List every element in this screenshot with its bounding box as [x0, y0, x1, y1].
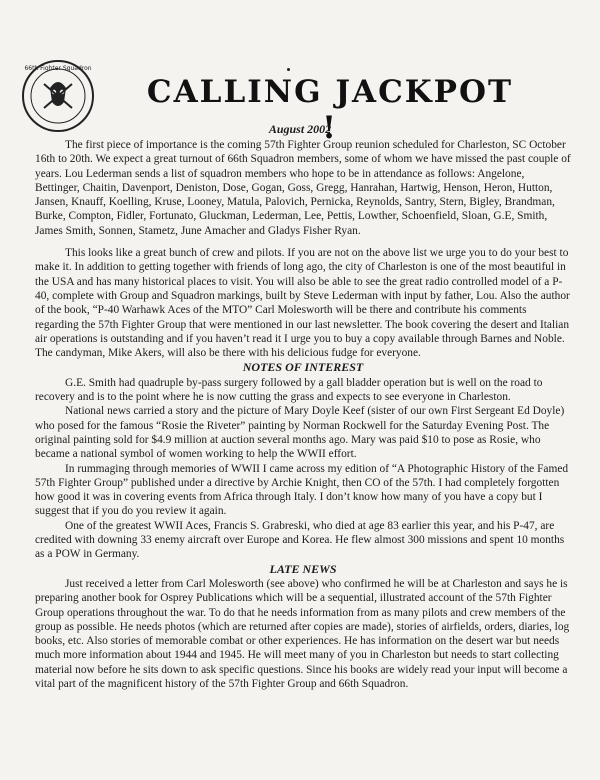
- notes-paragraph-3: In rummaging through memories of WWII I came across my edition of “A Photographic History of the Famed 57th Fighter Group” published under a directive by Archie Knight, then CO of the 57th. I had completely forgotten how good it was in covering events from Africa through Italy. I don’t know how many of you have a copy but I suggest that if you do you review it again.: [35, 462, 569, 518]
- late-news-paragraph-1: Just received a letter from Carl Molesworth (see above) who confirmed he will be at Charleston and says he is preparing another book for Osprey Publications which will be a sequential, illustrated account of the 57th Fighter Group operations throughout the war. To do that he needs information from as many pilots and crew members of the group as possible. He needs photos (which are returned after copies are made), stories of airfields, orders, diaries, log books, etc. Also stories of memorable combat or other experiences. He has information on the desert war but needs much more information about 1944 and 1945. He will meet many of you in Charleston but needs to start collecting material now before he sits down to ask specific questions. Since his books are widely read your input will become a vital part of the magnificent history of the 57th Fighter Group and 66th Squadron.: [35, 577, 570, 690]
- page-title: CALLING JACKPOT !: [146, 74, 514, 146]
- print-speck: [287, 68, 290, 71]
- notes-heading: NOTES OF INTEREST: [242, 360, 364, 375]
- notes-paragraph-2: National news carried a story and the picture of Mary Doyle Keef (sister of our own First Sergeant Ed Doyle) who posed for the famous “Rosie the Riveter” painting by Norman Rockwell for the Saturday Evening Post. The original painting sold for $4.9 million at auction several months ago. Mary was paid $10 to pose as Rosie, who became a national symbol of women working to help the WWII effort.: [35, 405, 565, 461]
- svg-text:66th Fighter Squadron: 66th Fighter Squadron: [24, 65, 92, 72]
- intro-paragraph-2: This looks like a great bunch of crew and pilots. If you are not on the above list we urge you to do your best to make it. In addition to getting together with friends of long ago, the city of Charleston is one of the most beautiful in the USA and has many historical places to visit. You will also be able to see the great radio controlled model of a P-40, complete with Group and Squadron markings, built by Steve Lederman with input by father, Lou. Also the author of the book, “P-40 Warhawk Aces of the MTO” Carl Molesworth will be there and contribute his comments regarding the 57th Fighter Group that were mentioned in our last newsletter. The book covering the desert and Italian air operations is outstanding and if you haven’t read it I urge you to buy a copy available through Barnes and Noble. The candyman, Mike Akers, will also be there with his delicious fudge for everyone.: [35, 247, 570, 360]
- notes-paragraph-1: G.E. Smith had quadruple by-pass surgery followed by a gall bladder operation but is well on the road to recovery and is to the point where he is now cutting the grass and expects to see everyone in Charleston.: [35, 376, 543, 404]
- article-body: [35, 138, 571, 691]
- late-news-heading: LATE NEWS: [269, 561, 337, 576]
- notes-paragraph-4: One of the greatest WWII Aces, Francis S. Grabreski, who died at age 83 earlier this year, and his P-47, are credited with downing 33 enemy aircraft over Europe and Korea. He flew almost 300 missions and spent 10 months as a POW in Germany.: [35, 519, 565, 561]
- intro-paragraph-1: The first piece of importance is the coming 57th Fighter Group reunion scheduled for Charleston, SC October 16th to 20th. We expect a great turnout of 66th Squadron members, some of whom we have missed the past couple of years. Lou Lederman sends a list of squadron members who hope to be in attendance as follows: Angelone, Bettinger, Chaitin, Davenport, Deniston, Dose, Gogan, Goss, Gregg, Hanrahan, Hartwig, Henson, Heron, Hutton, Jansen, Knauff, Koelling, Kruse, Looney, Matula, Palovich, Pernicka, Reynolds, Santry, Stern, Bigley, Brandman, Burke, Compton, Fidler, Fortunato, Gluckman, Lederman, Lee, Pettis, Lowther, Schoenfield, Sloan, G.E, Smith, James Smith, Sonnen, Stametz, June Amacher and Gladys Fisher Ryan.: [35, 139, 571, 237]
- issue-date: August 2002: [268, 122, 332, 136]
